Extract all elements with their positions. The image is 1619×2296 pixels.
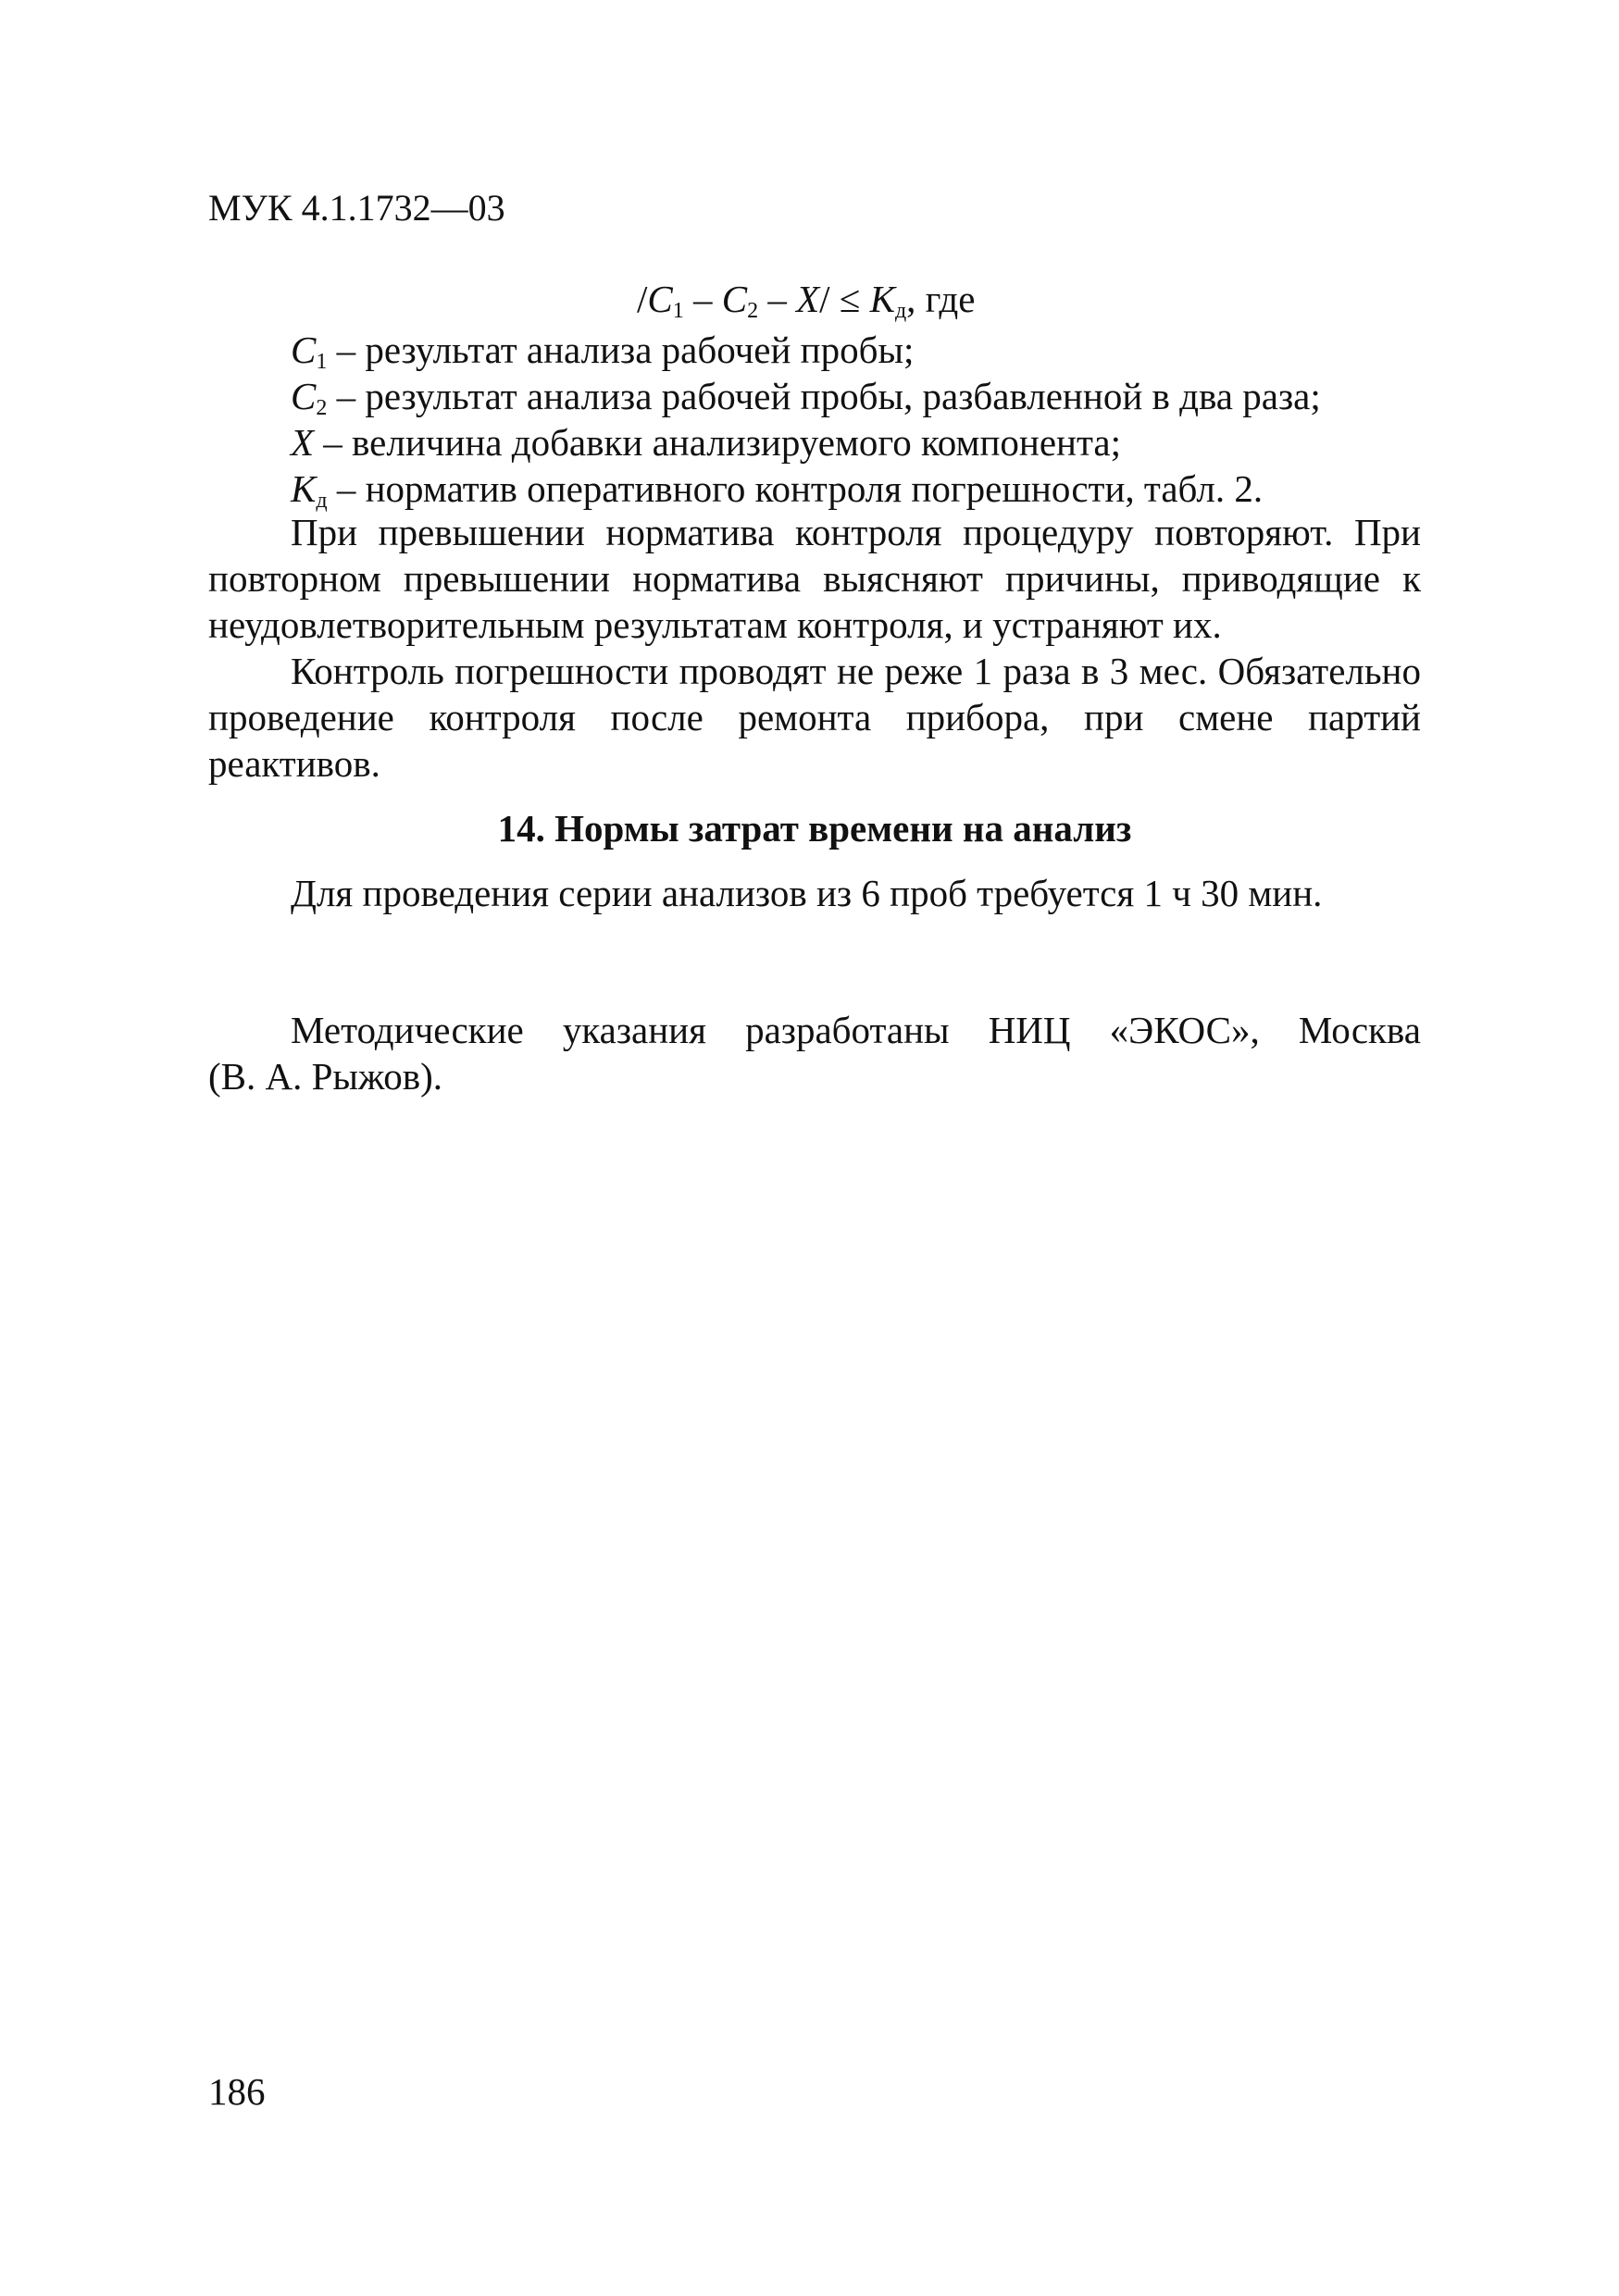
formula-minus-2: –: [758, 278, 797, 320]
definition-symbol: C: [291, 329, 317, 371]
formula-k: K: [869, 278, 895, 320]
definition-subscript: д: [316, 489, 328, 513]
formula-tail: , где: [906, 278, 976, 320]
time-requirement-text: Для проведения серии анализов из 6 проб требуется 1 ч 30 мин.: [291, 872, 1323, 914]
definition-x: [208, 419, 1421, 465]
page-number: 186: [208, 2070, 266, 2113]
formula-x: X: [796, 278, 820, 320]
paragraph-frequency: [208, 648, 1421, 787]
definition-text: – норматив оперативного контроля погрешности, табл. 2.: [327, 467, 1264, 510]
paragraph-repeat-control: [208, 509, 1421, 648]
credits-word: «ЭКОС»,: [1109, 1009, 1260, 1051]
definition-symbol: K: [291, 467, 317, 510]
credits-word: указания: [562, 1009, 706, 1051]
formula-close: / ≤: [819, 278, 870, 320]
credits-word: разработаны: [745, 1009, 950, 1051]
formula-c1: C: [647, 278, 673, 320]
definition-c1: [208, 327, 1421, 373]
credits-block: [208, 1007, 1421, 1099]
formula-c2-sub: 2: [747, 299, 759, 323]
credits-word: Москва: [1298, 1009, 1421, 1051]
formula-c2: C: [721, 278, 748, 320]
definition-subscript: 1: [316, 350, 328, 374]
paragraph-text: Контроль погрешности проводят не реже 1 раза в 3 мес. Обязательно проведение контроля после ремонта прибора, при смене партий реактивов.: [208, 650, 1421, 785]
formula-definitions: [208, 327, 1421, 512]
definition-text: – результат анализа рабочей пробы;: [327, 329, 915, 371]
definition-c2: [208, 373, 1421, 419]
definition-symbol: C: [291, 375, 317, 417]
formula-k-sub: д: [894, 299, 907, 323]
credits-word: Методические: [291, 1009, 524, 1051]
definition-text: – результат анализа рабочей пробы, разбавленной в два раза;: [327, 375, 1321, 417]
credits-word: НИЦ: [988, 1009, 1071, 1051]
document-code-header: МУК 4.1.1732—03: [208, 187, 505, 229]
definition-symbol: X: [291, 421, 315, 464]
formula-open: /: [637, 278, 648, 320]
credits-line-2: (В. А. Рыжов).: [208, 1055, 443, 1098]
definition-kd: [208, 465, 1421, 512]
formula-minus-1: –: [683, 278, 722, 320]
formula-c1-sub: 1: [672, 299, 684, 323]
paragraph-text: При превышении норматива контроля процедуру повторяют. При повторном превышении норматива выясняют причины, приводящие к неудовлетворительным результатам контроля, и устраняют их.: [208, 511, 1421, 646]
section-heading: 14. Нормы затрат времени на анализ: [497, 807, 1132, 850]
control-formula: [637, 276, 976, 322]
credits-line-1: [208, 1007, 1421, 1053]
definition-subscript: 2: [316, 396, 328, 420]
definition-text: – величина добавки анализируемого компонента;: [314, 421, 1121, 464]
